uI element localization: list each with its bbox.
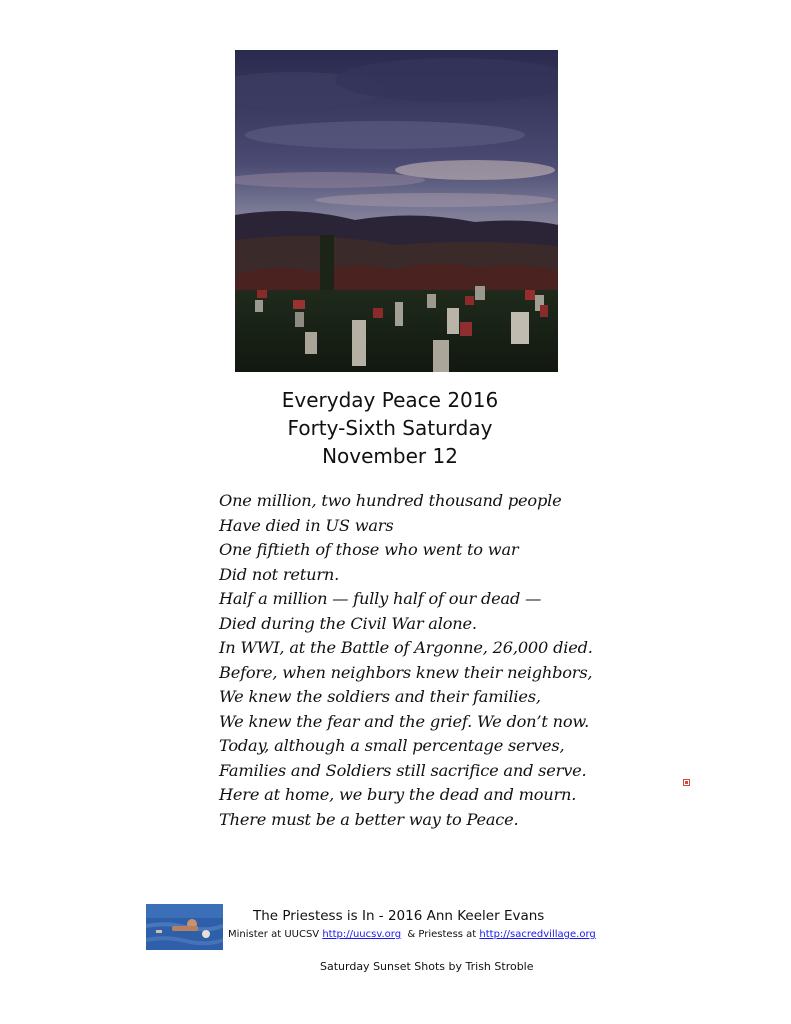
footer-attribution: The Priestess is In - 2016 Ann Keeler Evans: [253, 908, 545, 924]
photo-credit: Saturday Sunset Shots by Trish Stroble: [320, 960, 534, 973]
poem-line: Died during the Civil War alone.: [219, 613, 477, 633]
poem-line: One fiftieth of those who went to war: [219, 540, 519, 559]
title-block: [240, 386, 540, 470]
poem-line: Half a million — fully half of our dead —: [219, 589, 542, 608]
poem-line: There must be a better way to Peace.: [219, 809, 519, 829]
poem-line: Families and Soldiers still sacrifice and serve.: [219, 760, 587, 780]
poem-line: Here at home, we bury the dead and mourn.: [219, 785, 577, 804]
poem-line: One million, two hundred thousand people: [219, 491, 562, 510]
poem-line: We knew the fear and the grief. We don’t now.: [219, 711, 590, 731]
poem-line: We knew the soldiers and their families,: [219, 687, 541, 706]
poem-line: In WWI, at the Battle of Argonne, 26,000 died.: [219, 638, 593, 657]
sacredvillage-link[interactable]: http://sacredvillage.org: [479, 929, 596, 940]
cemetery-sunset-photo: [235, 50, 558, 372]
title-line-2: Forty-Sixth Saturday: [287, 416, 493, 440]
poem: [219, 489, 689, 832]
minister-label: Minister at UUCSV: [228, 929, 323, 940]
poem-line: Have died in US wars: [219, 515, 394, 535]
poem-line: Did not return.: [219, 564, 340, 584]
swimmer-photo: [146, 904, 223, 950]
title-line-1: Everyday Peace 2016: [281, 388, 499, 412]
annotation-marker-icon[interactable]: [683, 779, 690, 786]
poem-line: Today, although a small percentage serves,: [219, 736, 565, 755]
priestess-label: & Priestess at: [401, 929, 480, 940]
poem-line: Before, when neighbors knew their neighbors,: [219, 662, 593, 682]
footer-affiliations: [228, 929, 596, 940]
uucsv-link[interactable]: http://uucsv.org: [322, 929, 402, 940]
title-line-3: November 12: [322, 444, 458, 468]
